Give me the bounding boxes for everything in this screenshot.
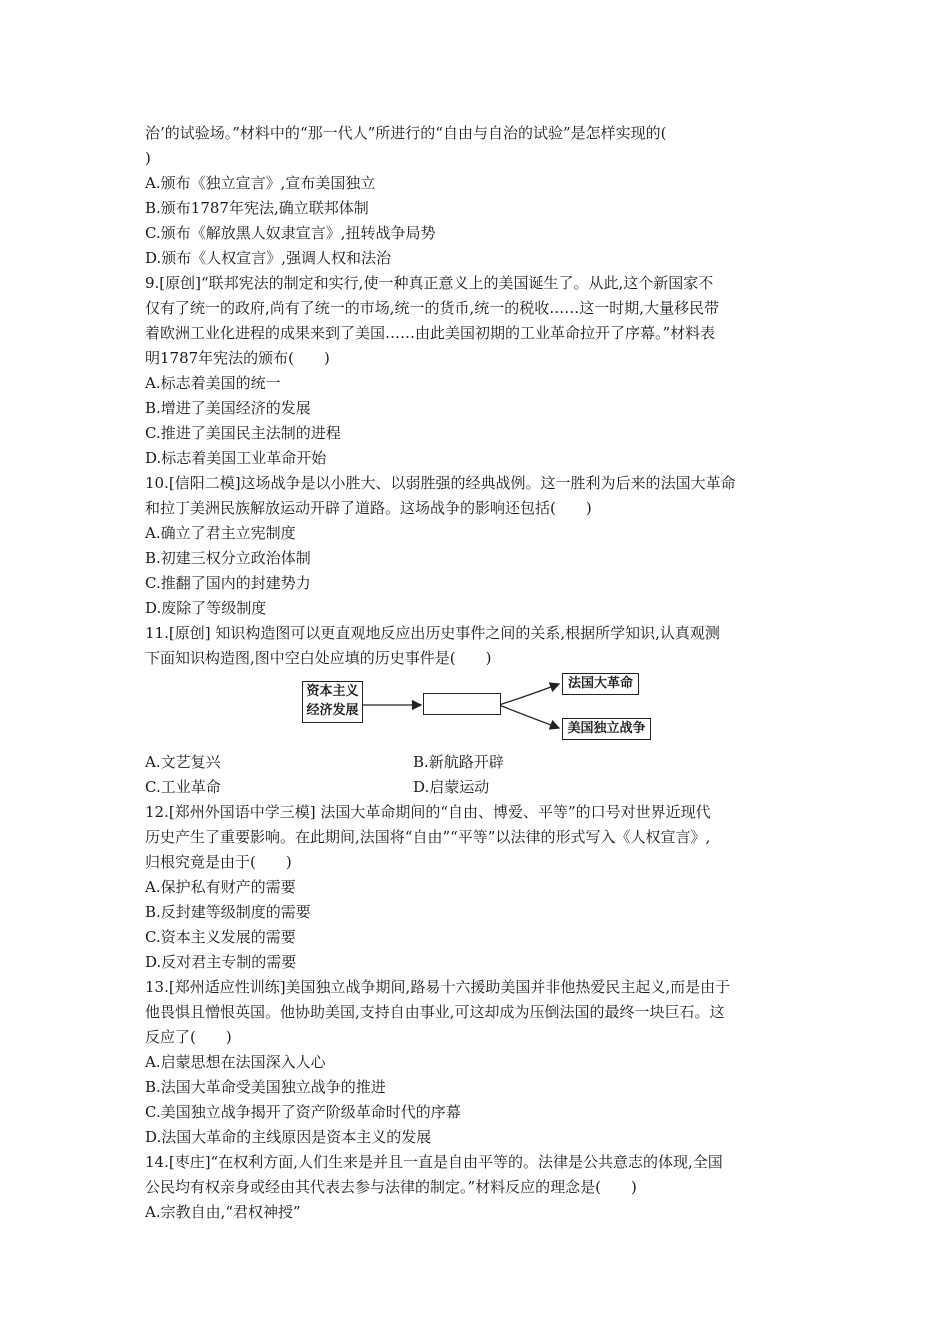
diagram-source-line2: 经济发展 bbox=[306, 703, 359, 718]
q10-option-a: A.确立了君主立宪制度 bbox=[145, 524, 296, 542]
q8-stem-line: ) bbox=[145, 149, 151, 167]
q12-stem-line: 12.[郑州外国语中学三模] 法国大革命期间的“自由、博爱、平等”的口号对世界近现代 bbox=[145, 803, 711, 821]
diagram-source-line1: 资本主义 bbox=[306, 684, 359, 699]
diagram-source-box bbox=[302, 681, 363, 723]
q9-stem-line: 仅有了统一的政府,尚有了统一的市场,统一的货币,统一的税收……这一时期,大量移民带 bbox=[145, 299, 720, 317]
q12-option-a: A.保护私有财产的需要 bbox=[145, 878, 296, 896]
q12-stem-line: 归根究竟是由于( ) bbox=[145, 853, 292, 871]
q10-option-c: C.推翻了国内的封建势力 bbox=[145, 574, 311, 592]
q11-stem-line: 11.[原创] 知识构造图可以更直观地反应出历史事件之间的关系,根据所学知识,认真观测 bbox=[145, 624, 720, 642]
q13-stem-line: 他畏惧且憎恨英国。他协助美国,支持自由事业,可这却成为压倒法国的最终一块巨石。这 bbox=[145, 1003, 725, 1021]
q11-stem-line: 下面知识构造图,图中空白处应填的历史事件是( ) bbox=[145, 649, 492, 667]
q8-option-b: B.颁布1787年宪法,确立联邦体制 bbox=[145, 199, 369, 217]
diagram-target-top-box: 法国大革命 bbox=[562, 673, 639, 695]
question-content bbox=[145, 121, 825, 1225]
q13-option-c: C.美国独立战争揭开了资产阶级革命时代的序幕 bbox=[145, 1103, 461, 1121]
q13-stem-line: 反应了( ) bbox=[145, 1028, 232, 1046]
q14-stem-line: 公民均有权亲身或经由其代表去参与法律的制定。”材料反应的理念是( ) bbox=[145, 1178, 637, 1196]
diagram-target-bottom-box: 美国独立战争 bbox=[562, 718, 651, 740]
q8-option-d: D.颁布《人权宣言》,强调人权和法治 bbox=[145, 249, 392, 267]
q13-option-a: A.启蒙思想在法国深入人心 bbox=[145, 1053, 326, 1071]
q9-option-b: B.增进了美国经济的发展 bbox=[145, 399, 311, 417]
q11-option-b: B.新航路开辟 bbox=[413, 753, 504, 771]
q10-option-b: B.初建三权分立政治体制 bbox=[145, 549, 311, 567]
q12-stem-line: 历史产生了重要影响。在此期间,法国将“自由”“平等”以法律的形式写入《人权宣言》, bbox=[145, 828, 711, 846]
q12-option-d: D.反对君主专制的需要 bbox=[145, 953, 297, 971]
q9-option-a: A.标志着美国的统一 bbox=[145, 374, 281, 392]
q9-stem-line: 着欧洲工业化进程的成果来到了美国……由此美国初期的工业革命拉开了序幕。”材料表 bbox=[145, 324, 716, 342]
q11-option-a: A.文艺复兴 bbox=[145, 753, 221, 771]
q13-option-b: B.法国大革命受美国独立战争的推进 bbox=[145, 1078, 386, 1096]
q11-option-d: D.启蒙运动 bbox=[413, 778, 490, 796]
q11-options-row bbox=[145, 750, 825, 775]
arrow-blank-to-top bbox=[499, 684, 559, 705]
q9-option-c: C.推进了美国民主法制的进程 bbox=[145, 424, 341, 442]
q8-option-c: C.颁布《解放黑人奴隶宣言》,扭转战争局势 bbox=[145, 224, 436, 242]
q12-option-c: C.资本主义发展的需要 bbox=[145, 928, 296, 946]
q10-stem-line: 10.[信阳二模]这场战争是以小胜大、以弱胜强的经典战例。这一胜利为后来的法国大革命 bbox=[145, 474, 736, 492]
q8-stem-line: 治’的试验场。”材料中的“那一代人”所进行的“自由与自治的试验”是怎样实现的( bbox=[145, 124, 667, 142]
q11-option-c: C.工业革命 bbox=[145, 778, 221, 796]
q13-stem-line: 13.[郑州适应性训练]美国独立战争期间,路易十六援助美国并非他热爱民主起义,而是由于 bbox=[145, 978, 731, 996]
q11-options-row bbox=[145, 775, 825, 800]
q9-stem-line: 9.[原创]“联邦宪法的制定和实行,使一种真正意义上的美国诞生了。从此,这个新国家不 bbox=[145, 274, 714, 292]
knowledge-structure-diagram bbox=[145, 672, 825, 748]
q8-option-a: A.颁布《独立宣言》,宣布美国独立 bbox=[145, 174, 376, 192]
q10-stem-line: 和拉丁美洲民族解放运动开辟了道路。这场战争的影响还包括( ) bbox=[145, 499, 592, 517]
q9-option-d: D.标志着美国工业革命开始 bbox=[145, 449, 327, 467]
arrow-blank-to-bottom bbox=[499, 705, 559, 728]
q9-stem-line: 明1787年宪法的颁布( ) bbox=[145, 349, 330, 367]
diagram-blank-box bbox=[423, 693, 501, 715]
q14-option-a: A.宗教自由,“君权神授” bbox=[145, 1203, 301, 1221]
q12-option-b: B.反封建等级制度的需要 bbox=[145, 903, 311, 921]
q10-option-d: D.废除了等级制度 bbox=[145, 599, 267, 617]
q14-stem-line: 14.[枣庄]“在权利方面,人们生来是并且一直是自由平等的。法律是公共意志的体现,全国 bbox=[145, 1153, 723, 1171]
q13-option-d: D.法国大革命的主线原因是资本主义的发展 bbox=[145, 1128, 432, 1146]
